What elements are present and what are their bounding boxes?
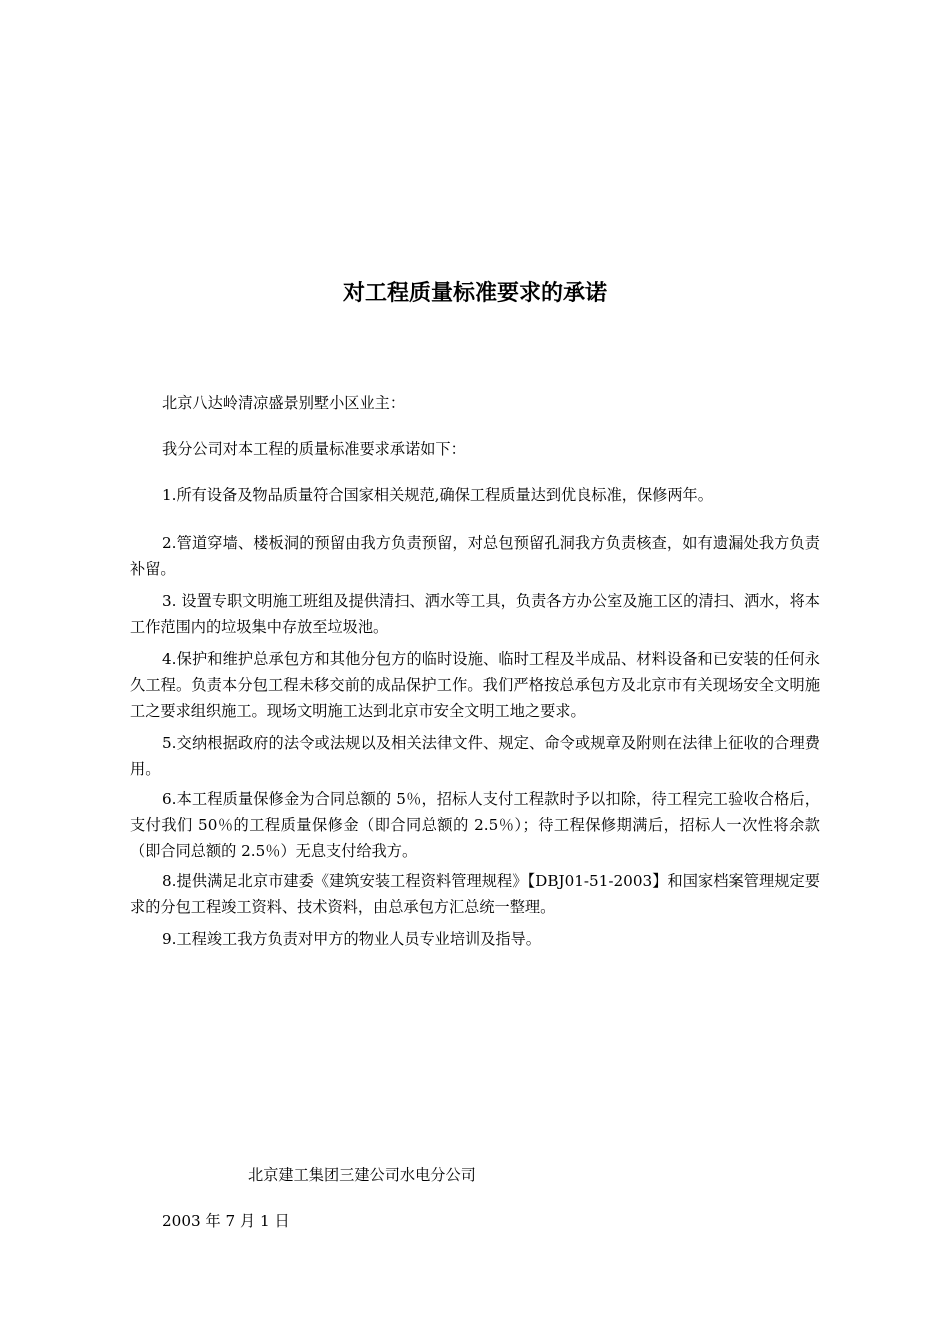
commitment-item-4: 4.保护和维护总承包方和其他分包方的临时设施、临时工程及半成品、材料设备和已安装的任何永久工程。负责本分包工程未移交前的成品保护工作。我们严格按总承包方及北京市有关现场安全文明施工之要求组织施工。现场文明施工达到北京市安全文明工地之要求。 (130, 650, 820, 720)
commitment-item-6: 6.本工程质量保修金为合同总额的 5％，招标人支付工程款时予以扣除，待工程完工验收合格后，支付我们 50％的工程质量保修金（即合同总额的 2.5％）；待工程保修期满后，招标人一次性将余款（即合同总额的 2.5％）无息支付给我方。 (130, 790, 820, 860)
commitment-item-8: 8.提供满足北京市建委《建筑安装工程资料管理规程》【DBJ01-51-2003】和国家档案管理规定要求的分包工程竣工资料、技术资料，由总承包方汇总统一整理。 (130, 872, 820, 916)
commitment-item-1: 1.所有设备及物品质量符合国家相关规范,确保工程质量达到优良标准，保修两年。 (162, 486, 713, 504)
document-title: 对工程质量标准要求的承诺 (342, 281, 607, 306)
signature: 北京建工集团三建公司水电分公司 (248, 1166, 476, 1184)
intro-paragraph: 我分公司对本工程的质量标准要求承诺如下： (162, 440, 466, 458)
commitment-item-2: 2.管道穿墙、楼板洞的预留由我方负责预留，对总包预留孔洞我方负责核查，如有遗漏处我方负责补留。 (130, 534, 820, 578)
date: 2003 年 7 月 1 日 (162, 1212, 290, 1230)
commitment-item-3: 3. 设置专职文明施工班组及提供清扫、洒水等工具，负责各方办公室及施工区的清扫、洒水，将本工作范围内的垃圾集中存放至垃圾池。 (130, 592, 820, 636)
commitment-item-5: 5.交纳根据政府的法令或法规以及相关法律文件、规定、命令或规章及附则在法律上征收的合理费用。 (130, 734, 820, 778)
commitment-item-9: 9.工程竣工我方负责对甲方的物业人员专业培训及指导。 (162, 930, 541, 948)
salutation: 北京八达岭清凉盛景别墅小区业主： (162, 394, 405, 412)
